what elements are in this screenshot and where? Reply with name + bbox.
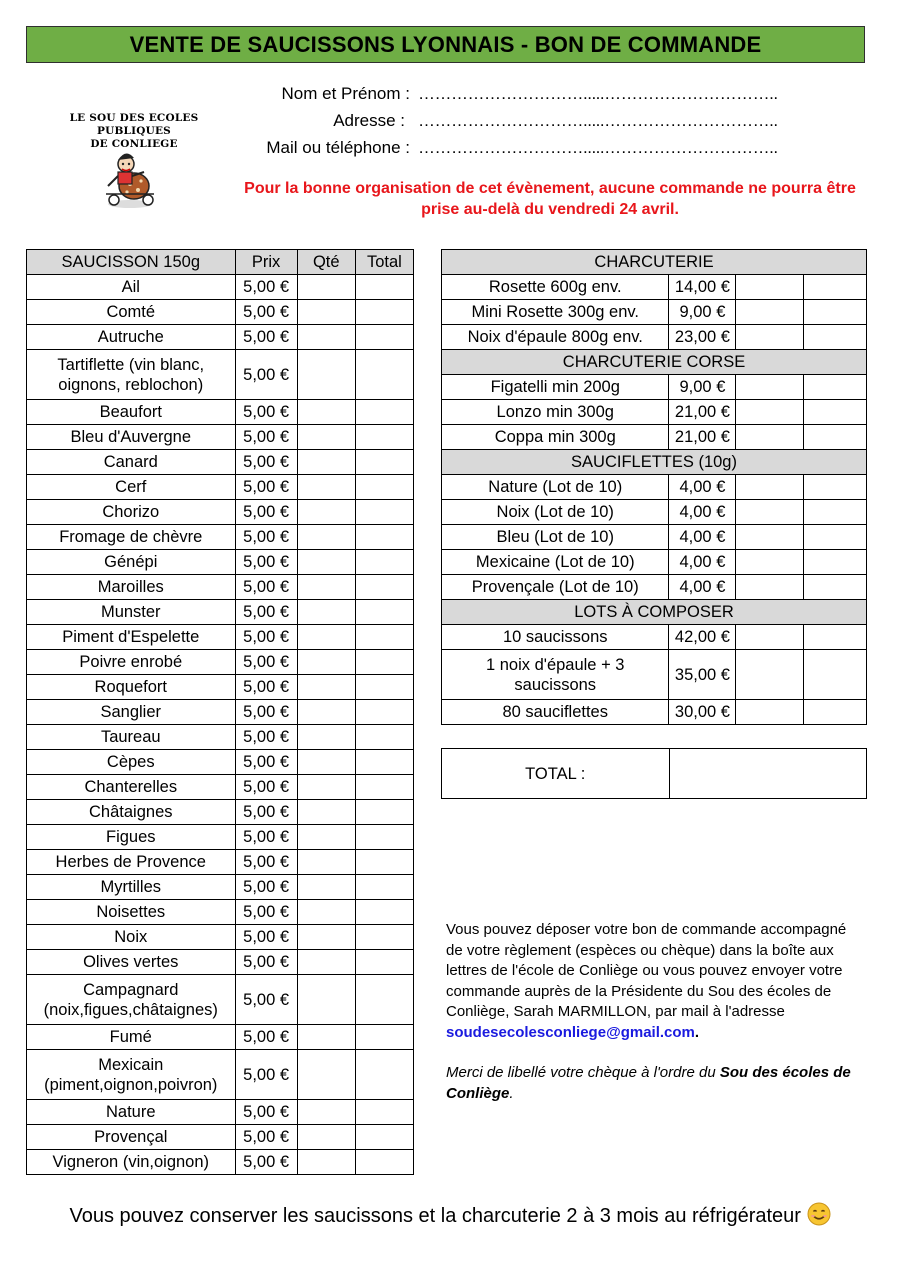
section-header-row [442, 450, 867, 475]
total-cell[interactable] [355, 675, 413, 700]
product-name: Fumé [27, 1025, 236, 1050]
table-row [442, 475, 867, 500]
table-row [442, 700, 867, 725]
product-name: Sanglier [27, 700, 236, 725]
quantity-cell[interactable] [297, 750, 355, 775]
ordering-info [446, 920, 856, 1104]
product-name: Fromage de chèvre [27, 525, 236, 550]
quantity-cell[interactable] [297, 1125, 355, 1150]
table-row [27, 800, 414, 825]
name-dots: ………………………….....………………………….. [418, 84, 778, 103]
product-name: Vigneron (vin,oignon) [27, 1150, 236, 1175]
total-cell[interactable] [804, 300, 867, 325]
product-price: 5,00 € [235, 425, 297, 450]
product-name: Chorizo [27, 500, 236, 525]
section-title: CHARCUTERIE CORSE [442, 350, 867, 375]
table-row [27, 275, 414, 300]
table-row [442, 375, 867, 400]
footer-text: Vous pouvez conserver les saucissons et la charcuterie 2 à 3 mois au réfrigérateur [69, 1205, 801, 1227]
product-name: Taureau [27, 725, 236, 750]
table-row [27, 825, 414, 850]
product-price: 5,00 € [235, 750, 297, 775]
quantity-cell[interactable] [297, 450, 355, 475]
quantity-cell[interactable] [297, 950, 355, 975]
product-name: Rosette 600g env. [442, 275, 669, 300]
product-name: Provençale (Lot de 10) [442, 575, 669, 600]
total-cell[interactable] [355, 600, 413, 625]
table-row [27, 1150, 414, 1175]
address-label: Adresse : [333, 111, 405, 130]
product-name: Noix d'épaule 800g env. [442, 325, 669, 350]
quantity-cell[interactable] [297, 850, 355, 875]
table-row [27, 600, 414, 625]
table-row [442, 425, 867, 450]
storage-footer [0, 1202, 900, 1228]
quantity-cell[interactable] [297, 425, 355, 450]
product-name: Tartiflette (vin blanc, oignons, reblochon) [27, 350, 236, 400]
quantity-cell[interactable] [736, 425, 804, 450]
product-name: Figatelli min 200g [442, 375, 669, 400]
total-cell[interactable] [355, 775, 413, 800]
product-price: 4,00 € [669, 575, 736, 600]
table-row [442, 500, 867, 525]
product-price: 5,00 € [235, 525, 297, 550]
contact-email-link[interactable]: soudesecolesconliege@gmail.com [446, 1023, 695, 1041]
page-title [26, 26, 865, 63]
total-cell[interactable] [355, 400, 413, 425]
total-cell[interactable] [355, 800, 413, 825]
product-price: 5,00 € [235, 450, 297, 475]
product-price: 5,00 € [235, 475, 297, 500]
table-row [27, 1025, 414, 1050]
product-price: 5,00 € [235, 350, 297, 400]
product-name: Mexicaine (Lot de 10) [442, 550, 669, 575]
product-price: 5,00 € [235, 1050, 297, 1100]
product-price: 5,00 € [235, 325, 297, 350]
product-price: 5,00 € [235, 500, 297, 525]
total-cell[interactable] [355, 925, 413, 950]
product-price: 5,00 € [235, 850, 297, 875]
total-cell[interactable] [804, 500, 867, 525]
section-title: LOTS À COMPOSER [442, 600, 867, 625]
product-price: 4,00 € [669, 500, 736, 525]
product-price: 5,00 € [235, 675, 297, 700]
product-name: Autruche [27, 325, 236, 350]
charcuterie-table [441, 249, 867, 725]
quantity-cell[interactable] [297, 875, 355, 900]
product-price: 21,00 € [669, 400, 736, 425]
total-cell[interactable] [355, 825, 413, 850]
logo [44, 112, 224, 212]
product-price: 5,00 € [235, 1125, 297, 1150]
product-name: Génépi [27, 550, 236, 575]
quantity-cell[interactable] [297, 300, 355, 325]
quantity-cell[interactable] [297, 600, 355, 625]
product-price: 5,00 € [235, 600, 297, 625]
quantity-cell[interactable] [297, 625, 355, 650]
product-price: 9,00 € [669, 375, 736, 400]
table-row [27, 1050, 414, 1100]
table-row [27, 350, 414, 400]
product-name: Mexicain (piment,oignon,poivron) [27, 1050, 236, 1100]
product-price: 14,00 € [669, 275, 736, 300]
table-row [27, 500, 414, 525]
quantity-cell[interactable] [297, 500, 355, 525]
table-row [442, 650, 867, 700]
product-price: 5,00 € [235, 275, 297, 300]
quantity-cell[interactable] [736, 400, 804, 425]
quantity-cell[interactable] [736, 650, 804, 700]
total-cell[interactable] [804, 700, 867, 725]
name-label: Nom et Prénom : [281, 84, 410, 103]
total-cell[interactable] [804, 625, 867, 650]
product-price: 5,00 € [235, 725, 297, 750]
product-price: 5,00 € [235, 700, 297, 725]
product-name: Noix [27, 925, 236, 950]
total-cell[interactable] [355, 1150, 413, 1175]
product-name: 10 saucissons [442, 625, 669, 650]
quantity-cell[interactable] [297, 925, 355, 950]
quantity-cell[interactable] [297, 525, 355, 550]
product-price: 42,00 € [669, 625, 736, 650]
total-cell[interactable] [355, 325, 413, 350]
table-row [442, 400, 867, 425]
total-cell[interactable] [355, 875, 413, 900]
product-price: 5,00 € [235, 975, 297, 1025]
product-name: Chanterelles [27, 775, 236, 800]
product-name: Campagnard (noix,figues,châtaignes) [27, 975, 236, 1025]
quantity-cell[interactable] [297, 1025, 355, 1050]
table-row [442, 300, 867, 325]
quantity-cell[interactable] [736, 375, 804, 400]
table-row [442, 325, 867, 350]
product-name: Provençal [27, 1125, 236, 1150]
product-name: Canard [27, 450, 236, 475]
table-row [27, 925, 414, 950]
product-price: 5,00 € [235, 400, 297, 425]
product-name: Maroilles [27, 575, 236, 600]
quantity-cell[interactable] [736, 625, 804, 650]
total-cell[interactable] [804, 375, 867, 400]
product-price: 21,00 € [669, 425, 736, 450]
product-price: 5,00 € [235, 550, 297, 575]
address-dots: ………………………….....………………………….. [418, 111, 778, 130]
total-cell[interactable] [804, 400, 867, 425]
table-row [27, 775, 414, 800]
quantity-cell[interactable] [297, 350, 355, 400]
total-cell[interactable] [355, 750, 413, 775]
total-cell[interactable] [355, 450, 413, 475]
table-row [442, 575, 867, 600]
quantity-cell[interactable] [297, 775, 355, 800]
quantity-cell[interactable] [736, 325, 804, 350]
table-row [27, 450, 414, 475]
product-price: 4,00 € [669, 475, 736, 500]
total-cell[interactable] [355, 275, 413, 300]
table-row [27, 725, 414, 750]
quantity-cell[interactable] [297, 325, 355, 350]
customer-form [240, 84, 860, 165]
table-row [27, 525, 414, 550]
total-cell[interactable] [355, 425, 413, 450]
product-price: 5,00 € [235, 1025, 297, 1050]
total-cell[interactable] [355, 1100, 413, 1125]
quantity-cell[interactable] [297, 700, 355, 725]
total-cell[interactable] [804, 650, 867, 700]
product-price: 4,00 € [669, 525, 736, 550]
smiling-face-icon [807, 1202, 831, 1226]
table-row [442, 625, 867, 650]
quantity-cell[interactable] [297, 800, 355, 825]
table-row [27, 325, 414, 350]
total-cell[interactable] [355, 500, 413, 525]
total-cell[interactable] [804, 275, 867, 300]
section-header-row [442, 250, 867, 275]
total-cell[interactable] [355, 575, 413, 600]
section-header-row [442, 600, 867, 625]
sausage-character-icon [100, 146, 160, 210]
cheque-instructions [446, 1063, 856, 1104]
product-name: Myrtilles [27, 875, 236, 900]
address-field[interactable] [240, 111, 860, 138]
product-name: Poivre enrobé [27, 650, 236, 675]
product-price: 5,00 € [235, 625, 297, 650]
logo-line-1: LE SOU DES ECOLES PUBLIQUES [69, 112, 199, 137]
quantity-cell[interactable] [297, 900, 355, 925]
table-row [27, 1125, 414, 1150]
product-name: Mini Rosette 300g env. [442, 300, 669, 325]
section-header-row [442, 350, 867, 375]
contact-label: Mail ou téléphone : [266, 138, 410, 157]
page-title-text: VENTE DE SAUCISSONS LYONNAIS - BON DE COMMANDE [129, 31, 762, 57]
total-cell[interactable] [355, 950, 413, 975]
product-name: Ail [27, 275, 236, 300]
total-cell[interactable] [355, 650, 413, 675]
product-name: Munster [27, 600, 236, 625]
quantity-cell[interactable] [297, 725, 355, 750]
table-row [442, 550, 867, 575]
thanks-bold: Sou des écoles de Conliège [446, 1064, 851, 1102]
quantity-cell[interactable] [736, 575, 804, 600]
quantity-cell[interactable] [736, 500, 804, 525]
quantity-cell[interactable] [297, 550, 355, 575]
table-row [27, 975, 414, 1025]
quantity-cell[interactable] [297, 475, 355, 500]
table-row [27, 1100, 414, 1125]
product-name: 1 noix d'épaule + 3 saucissons [442, 650, 669, 700]
quantity-cell[interactable] [736, 475, 804, 500]
product-price: 5,00 € [235, 300, 297, 325]
table-row [27, 750, 414, 775]
product-name: Beaufort [27, 400, 236, 425]
table-row [27, 425, 414, 450]
total-cell[interactable] [804, 525, 867, 550]
product-name: Nature (Lot de 10) [442, 475, 669, 500]
total-value-cell[interactable] [669, 749, 866, 799]
total-cell[interactable] [804, 575, 867, 600]
product-price: 5,00 € [235, 775, 297, 800]
total-cell[interactable] [804, 475, 867, 500]
quantity-cell[interactable] [736, 550, 804, 575]
total-cell[interactable] [355, 625, 413, 650]
total-cell[interactable] [355, 525, 413, 550]
table-row [27, 650, 414, 675]
product-price: 5,00 € [235, 900, 297, 925]
total-cell[interactable] [355, 700, 413, 725]
quantity-cell[interactable] [297, 1050, 355, 1100]
header-qte: Qté [297, 250, 355, 275]
product-price: 4,00 € [669, 550, 736, 575]
product-price: 5,00 € [235, 575, 297, 600]
total-cell[interactable] [355, 300, 413, 325]
name-field[interactable] [240, 84, 860, 111]
section-title: CHARCUTERIE [442, 250, 867, 275]
total-cell[interactable] [355, 1025, 413, 1050]
quantity-cell[interactable] [297, 575, 355, 600]
product-name: Noisettes [27, 900, 236, 925]
table-row [27, 700, 414, 725]
section-title: SAUCIFLETTES (10g) [442, 450, 867, 475]
total-table [441, 748, 867, 799]
quantity-cell[interactable] [297, 650, 355, 675]
quantity-cell[interactable] [297, 975, 355, 1025]
total-cell[interactable] [355, 725, 413, 750]
table-row [27, 625, 414, 650]
header-prix: Prix [235, 250, 297, 275]
product-name: Noix (Lot de 10) [442, 500, 669, 525]
table-row [27, 675, 414, 700]
product-name: 80 sauciflettes [442, 700, 669, 725]
product-name: Comté [27, 300, 236, 325]
table-row [27, 550, 414, 575]
table-row [27, 475, 414, 500]
total-label: TOTAL : [442, 749, 670, 799]
table-row [27, 575, 414, 600]
product-price: 9,00 € [669, 300, 736, 325]
contact-field[interactable] [240, 138, 860, 165]
product-price: 5,00 € [235, 650, 297, 675]
total-cell[interactable] [804, 550, 867, 575]
info-paragraph: Vous pouvez déposer votre bon de commande accompagné de votre règlement (espèces ou chèque) dans la boîte aux lettres de l'école de Conliège ou vous pouvez envoyer votre commande auprès de la Présidente du Sou des écoles de Conliège, Sarah MARMILLON, par mail à l'adresse [446, 921, 847, 1020]
total-cell[interactable] [355, 475, 413, 500]
product-price: 5,00 € [235, 800, 297, 825]
product-name: Roquefort [27, 675, 236, 700]
deadline-notice: Pour la bonne organisation de cet évènement, aucune commande ne pourra être prise au-delà du vendredi 24 avril. [244, 180, 856, 218]
saucisson-header-row [27, 250, 414, 275]
product-name: Herbes de Provence [27, 850, 236, 875]
total-cell[interactable] [355, 850, 413, 875]
table-row [442, 525, 867, 550]
quantity-cell[interactable] [736, 525, 804, 550]
product-price: 5,00 € [235, 825, 297, 850]
thanks-prefix: Merci de libellé votre chèque à l'ordre du [446, 1064, 720, 1081]
product-name: Bleu d'Auvergne [27, 425, 236, 450]
table-row [27, 300, 414, 325]
product-name: Figues [27, 825, 236, 850]
total-cell[interactable] [355, 1125, 413, 1150]
product-price: 5,00 € [235, 1100, 297, 1125]
product-price: 5,00 € [235, 925, 297, 950]
product-name: Olives vertes [27, 950, 236, 975]
table-row [442, 275, 867, 300]
product-name: Cèpes [27, 750, 236, 775]
total-cell[interactable] [355, 1050, 413, 1100]
contact-dots: ………………………….....………………………….. [418, 138, 778, 157]
product-name: Nature [27, 1100, 236, 1125]
header-total: Total [355, 250, 413, 275]
table-row [27, 950, 414, 975]
product-price: 30,00 € [669, 700, 736, 725]
product-name: Coppa min 300g [442, 425, 669, 450]
product-price: 35,00 € [669, 650, 736, 700]
table-row [27, 875, 414, 900]
table-row [27, 850, 414, 875]
product-price: 5,00 € [235, 875, 297, 900]
product-name: Châtaignes [27, 800, 236, 825]
thanks-suffix: . [509, 1084, 514, 1102]
product-name: Cerf [27, 475, 236, 500]
total-cell[interactable] [804, 425, 867, 450]
quantity-cell[interactable] [297, 1100, 355, 1125]
total-cell[interactable] [804, 325, 867, 350]
total-cell[interactable] [355, 550, 413, 575]
table-row [27, 900, 414, 925]
product-price: 23,00 € [669, 325, 736, 350]
quantity-cell[interactable] [736, 275, 804, 300]
table-row [27, 400, 414, 425]
quantity-cell[interactable] [736, 300, 804, 325]
email-suffix: . [694, 1023, 700, 1041]
quantity-cell[interactable] [297, 275, 355, 300]
logo-line-2: DE CONLIEGE [90, 138, 178, 150]
total-cell[interactable] [355, 975, 413, 1025]
quantity-cell[interactable] [297, 675, 355, 700]
product-name: Lonzo min 300g [442, 400, 669, 425]
quantity-cell[interactable] [297, 1150, 355, 1175]
total-cell[interactable] [355, 350, 413, 400]
product-name: Bleu (Lot de 10) [442, 525, 669, 550]
header-saucisson: SAUCISSON 150g [27, 250, 236, 275]
quantity-cell[interactable] [297, 400, 355, 425]
product-price: 5,00 € [235, 950, 297, 975]
product-price: 5,00 € [235, 1150, 297, 1175]
product-name: Piment d'Espelette [27, 625, 236, 650]
saucisson-table [26, 249, 414, 1175]
total-cell[interactable] [355, 900, 413, 925]
quantity-cell[interactable] [297, 825, 355, 850]
quantity-cell[interactable] [736, 700, 804, 725]
